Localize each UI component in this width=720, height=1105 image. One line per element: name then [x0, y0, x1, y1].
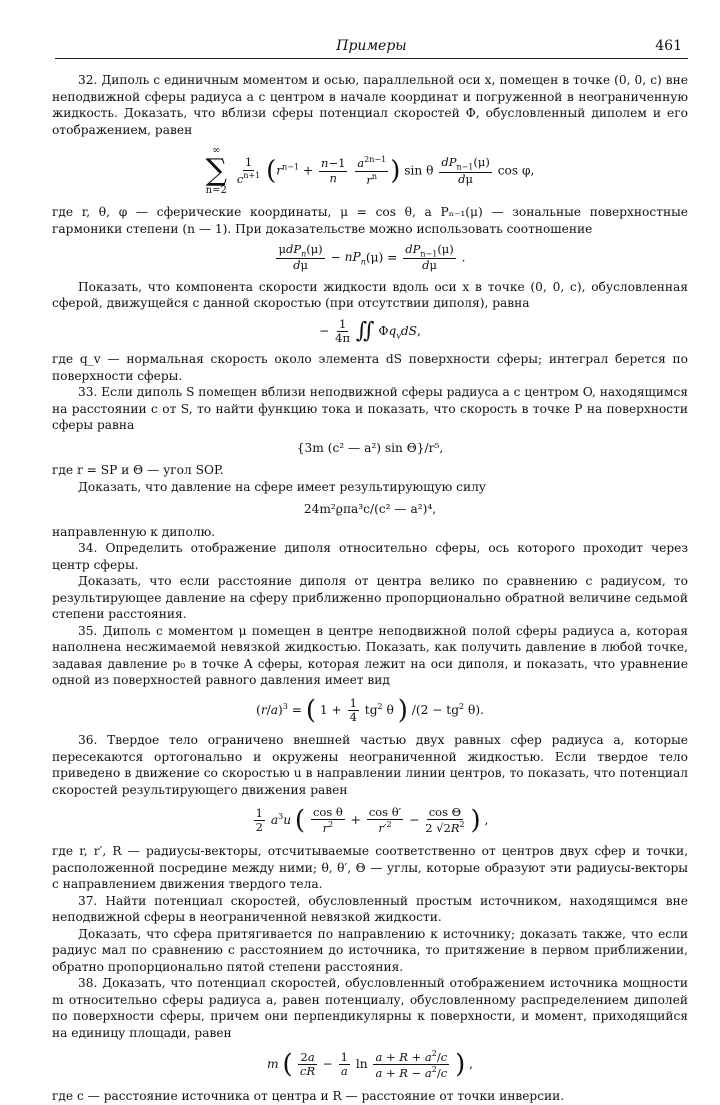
p33-where: где r = SP и Θ — угол SOP. [52, 463, 224, 478]
formula-36: $\frac{1}{2}$ $a^3u$ ( $\frac{\text{cos θ}}{r^2}$ + $\frac{\text{cos θ′}}{r'^2}$ − $\frac{\text{cos Θ}}{2 √2R^2}$ ) , [255, 805, 489, 836]
p35-intro: 35. Диполь с моментом μ помещен в центре неподвижной полой сферы радиуса a, которая наполнена несжимаемой невязкой жидкостью. Показать, как получить давление в любой точке, задавая давление p₀ в точке A сферы, которая лежит на оси диполя, и показать, что уравнение одной из поверхностей равного давления имеет вид [52, 623, 688, 688]
p32-after-formula: где r, θ, φ — сферические координаты, μ = cos θ, а Pₙ₋₁(μ) — зональные поверхностные гармоники степени (n — 1). При доказательстве можно использовать соотношение [52, 205, 688, 236]
p32-intro: 32. Диполь с единичным моментом и осью, параллельной оси x, помещен в точке (0, 0, c) вне неподвижной сферы радиуса a с центром в начале координат и погруженной в неограниченную жидкость. Доказать, что вблизи сферы потенциал скоростей Φ, обусловленный диполем и его отображением, равен [52, 73, 688, 137]
formula-32b: $\frac{\mu dP_n(\mu)}{d\mu}$ − $nP_n(\mu)$ = $\frac{dP_{n-1}(\mu)}{d\mu}$ . [278, 242, 466, 273]
p32-part2: Показать, что компонента скорости жидкости вдоль оси x в точке (0, 0, c), обусловленная сферой, движущейся с данной скоростью (при отсутствии диполя), равна [52, 279, 688, 311]
p37-part2: Доказать, что сфера притягивается по направлению к источнику; доказать также, что если радиус мал по сравнению с расстоянием до источника, то притяжение в первом приближении, обратно пропорционально пятой степени расстояния. [52, 926, 688, 974]
p36-after: где r, r′, R — радиусы-векторы, отсчитываемые соответственно от центров двух сфер и точки, расположенной посредине между ними; θ, θ′, Θ — углы, которые образуют эти радиусы-векторы с направлением движения твердого тела. [52, 844, 688, 892]
p33-intro: 33. Если диполь S помещен вблизи неподвижной сферы радиуса a с центром O, находящимся на расстоянии c от S, то найти функцию тока и показать, что скорость в точке P на поверхности сферы равна [52, 385, 688, 433]
p38-intro: 38. Доказать, что потенциал скоростей, обусловленный отображением источника мощности m относительно сферы радиуса a, равен потенциалу, обусловленному распределением диполей по поверхности сферы, причем они перпендикулярны к поверхности, и момент, приходящийся на единицу площади, равен [52, 976, 688, 1040]
page-number: 461 [655, 38, 682, 54]
formula-33b: 24m²ϱπa³c/(c² — a²)⁴, [303, 502, 437, 517]
p37-intro: 37. Найти потенциал скоростей, обусловленный простым источником, находящимся вне неподвижной сферы в неограниченной невязкой жидкости. [52, 893, 688, 925]
formula-38: m ( $\frac{2a}{cR}$ − $\frac{1}{a}$ ln $\frac{a + R + a^2/c}{a + R - a^2/c}$ ) , [267, 1049, 473, 1081]
formula-35: $(r/a)^3$ = ( 1 + $\frac{1}{4}$ $tg^2$ θ ) $/(2 - tg^2$ θ). [256, 695, 484, 726]
p34-intro: 34. Определить отображение диполя относительно сферы, ось которого проходит через центр сферы. [52, 541, 688, 572]
p33-part2: Доказать, что давление на сфере имеет результирующую силу [78, 479, 486, 494]
page-body [52, 72, 688, 1105]
p32-after-integral: где q_v — нормальная скорость около элемента dS поверхности сферы; интеграл берется по поверхности сферы. [52, 352, 688, 383]
p34-part2: Доказать, что если расстояние диполя от центра велико по сравнению с радиусом, то результирующее давление на сферу приближенно пропорционально обратной величине седьмой степени расстояния. [52, 574, 688, 622]
header-title: Примеры [336, 38, 407, 54]
p38-after: где c — расстояние источника от центра и R — расстояние от точки инверсии. [52, 1089, 565, 1104]
running-header [55, 36, 688, 59]
formula-32c: − $\frac{1}{4\pi}$ ∬ $\Phi q_vdS$, [319, 316, 421, 345]
formula-33a: {3m (c² — a²) sin Θ}/r⁵, [296, 440, 444, 455]
p36-intro: 36. Твердое тело ограничено внешней частью двух равных сфер радиуса a, которые пересекаются ортогонально и окружены неограниченной жидкостью. Если твердое тело приведено в движение со скоростью u в направлении линии центров, то показать, что потенциал скоростей результирующего движения равен [52, 733, 688, 797]
formula-32a: ∞ ∑ n=2 $\frac{1}{c^{n+1}}$ ($r^{n-1}$ + $\frac{n-1}{n}$ $\frac{a^{2n-1}}{r^n}$ ) sin θ $\frac{dP_{n-1}(\mu)}{d\mu}$ cos φ, [205, 145, 535, 196]
p33-end: направленную к диполю. [52, 524, 216, 539]
